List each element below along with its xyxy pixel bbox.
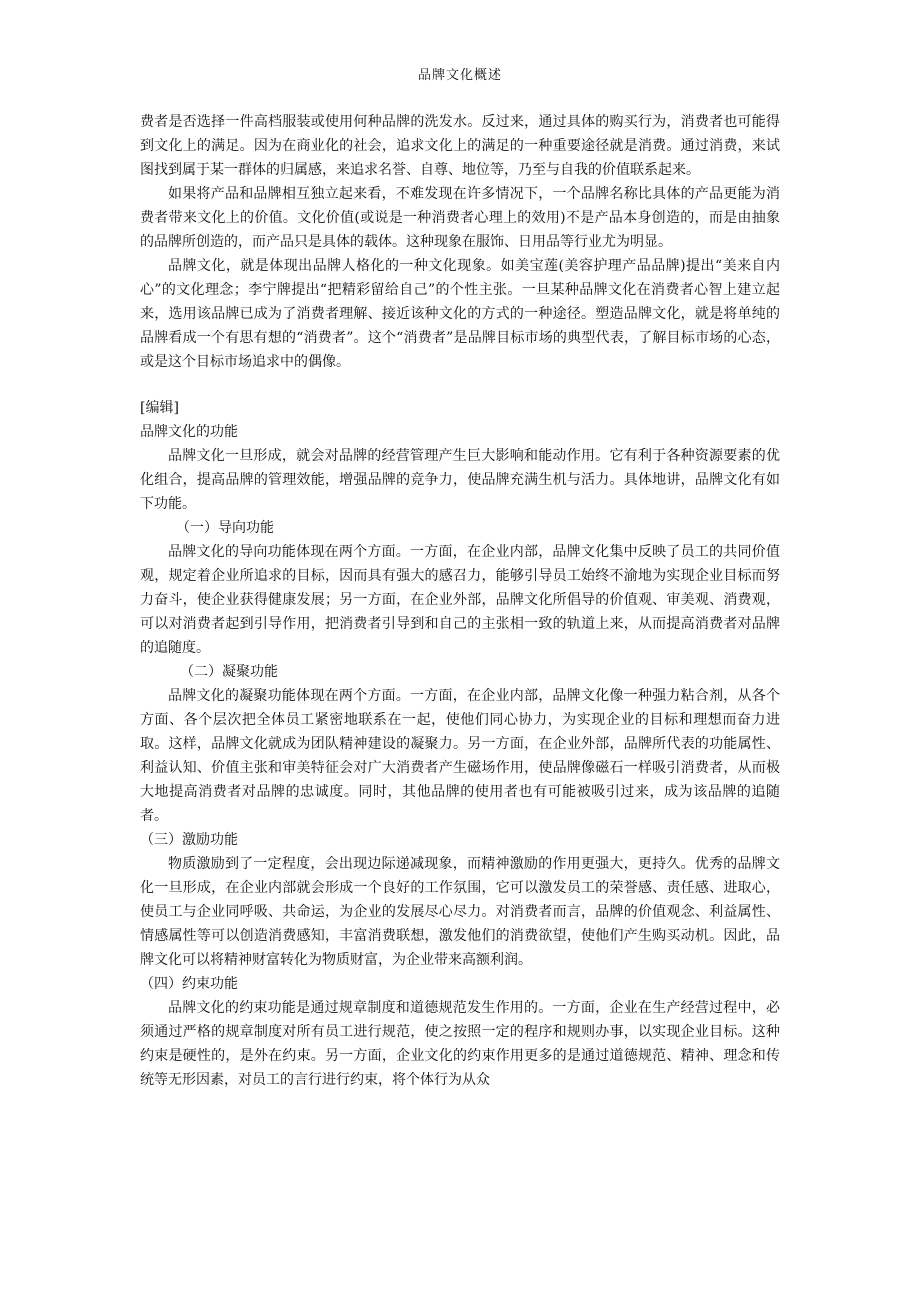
paragraph-continuation: 费者是否选择一件高档服装或使用何种品牌的洗发水。反过来，通过具体的购买行为，消费者也可能得到文化上的满足。因为在商业化的社会，追求文化上的满足的一种重要途径就是消费。通过消费，来试图找到属于某一群体的归属感，来追求名誉、自尊、地位等，乃至与自我的价值联系起来。: [140, 114, 780, 178]
section-title: 品牌文化的功能: [140, 424, 238, 440]
paragraph-guidance: 品牌文化的导向功能体现在两个方面。一方面，在企业内部，品牌文化集中反映了员工的共同价值观，规定着企业所追求的目标，因而具有强大的感召力，能够引导员工始终不渝地为实现企业目标而努力奋斗，使企业获得健康发展；另一方面，在企业外部，品牌文化所倡导的价值观、审美观、消费观，可以对消费者起到引导作用，把消费者引导到和自己的主张相一致的轨道上来，从而提高消费者对品牌的追随度。: [140, 544, 780, 656]
paragraph-functions-intro: 品牌文化一旦形成，就会对品牌的经营管理产生巨大影响和能动作用。它有利于各种资源要素的优化组合，提高品牌的管理效能，增强品牌的竞争力，使品牌充满生机与活力。具体地讲，品牌文化有如下功能。: [140, 448, 780, 512]
paragraph-constraint: 品牌文化的约束功能是通过规章制度和道德规范发生作用的。一方面，企业在生产经营过程中，必须通过严格的规章制度对所有员工进行规范，使之按照一定的程序和规则办事，以实现企业目标。这种约束是硬性的，是外在约束。另一方面，企业文化的约束作用更多的是通过道德规范、精神、理念和传统等无形因素，对员工的言行进行约束，将个体行为从众: [140, 1000, 780, 1088]
subheading-cohesion: （二）凝聚功能: [180, 664, 278, 680]
paragraph-product-vs-brand: 如果将产品和品牌相互独立起来看，不难发现在许多情况下，一个品牌名称比具体的产品更能为消费者带来文化上的价值。文化价值(或说是一种消费者心理上的效用)不是产品本身创造的，而是由抽象的品牌所创造的，而产品只是具体的载体。这种现象在服饰、日用品等行业尤为明显。: [140, 186, 780, 250]
paragraph-cohesion: 品牌文化的凝聚功能体现在两个方面。一方面，在企业内部，品牌文化像一种强力粘合剂，从各个方面、各个层次把全体员工紧密地联系在一起，使他们同心协力，为实现企业的目标和理想而奋力进取。这样，品牌文化就成为团队精神建设的凝聚力。另一方面，在企业外部，品牌所代表的功能属性、利益认知、价值主张和审美特征会对广大消费者产生磁场作用，使品牌像磁石一样吸引消费者，从而极大地提高消费者对品牌的忠诚度。同时，其他品牌的使用者也有可能被吸引过来，成为该品牌的追随者。: [140, 688, 780, 824]
paragraph-motivation: 物质激励到了一定程度，会出现边际递减现象，而精神激励的作用更强大，更持久。优秀的品牌文化一旦形成，在企业内部就会形成一个良好的工作氛围，它可以激发员工的荣誉感、责任感、进取心，使员工与企业同呼吸、共命运，为企业的发展尽心尽力。对消费者而言，品牌的价值观念、利益属性、情感属性等可以创造消费感知，丰富消费联想，激发他们的消费欲望，使他们产生购买动机。因此，品牌文化可以将精神财富转化为物质财富，为企业带来高额利润。: [140, 856, 780, 968]
edit-link[interactable]: [编辑]: [140, 400, 179, 416]
spacer: [140, 374, 780, 396]
subheading-motivation: （三）激励功能: [140, 832, 238, 848]
paragraph-brand-culture-definition: 品牌文化，就是体现出品牌人格化的一种文化现象。如美宝莲(美容护理产品品牌)提出“美来自内心”的文化理念；李宁牌提出“把精彩留给自己”的个性主张。一旦某种品牌文化在消费者心智上建立起来，选用该品牌已成为了消费者理解、接近该种文化的方式的一种途径。塑造品牌文化，就是将单纯的品牌看成一个有思有想的“消费者”。这个“消费者”是品牌目标市场的典型代表，了解目标市场的心态，或是这个目标市场追求中的偶像。: [140, 258, 780, 370]
document-body: [140, 110, 780, 1092]
subheading-guidance: （一）导向功能: [176, 520, 274, 536]
subheading-constraint: （四）约束功能: [140, 976, 238, 992]
running-header: 品牌文化概述: [417, 68, 502, 83]
